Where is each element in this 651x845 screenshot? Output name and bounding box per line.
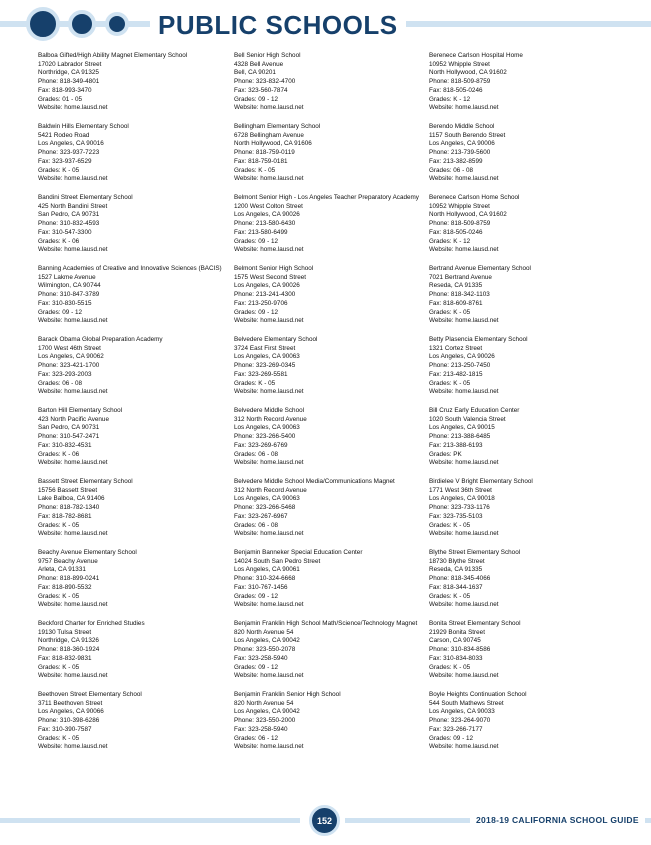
street-address: 423 North Pacific Avenue [38, 415, 109, 423]
street-address: 19130 Tulsa Street [38, 628, 92, 636]
school-name: Bonita Street Elementary School [429, 620, 521, 627]
school-entry [429, 478, 624, 549]
school-name: Berenece Carlson Hospital Home [429, 52, 523, 59]
website: Website: home.lausd.net [429, 459, 499, 467]
school-name: Bell Senior High School [234, 52, 301, 59]
phone-number: Phone: 323-266-5400 [234, 433, 296, 441]
school-name: Bandini Street Elementary School [38, 194, 133, 201]
website: Website: home.lausd.net [234, 743, 304, 751]
fax-number: Fax: 323-266-7177 [429, 725, 483, 733]
city-state-zip: Los Angeles, CA 90026 [234, 282, 300, 290]
grades: Grades: 09 - 12 [234, 663, 278, 671]
website: Website: home.lausd.net [234, 672, 304, 680]
phone-number: Phone: 323-550-2078 [234, 646, 296, 654]
phone-number: Phone: 213-739-5600 [429, 149, 491, 157]
city-state-zip: Carson, CA 90745 [429, 637, 481, 645]
grades: Grades: 01 - 05 [38, 95, 82, 103]
website: Website: home.lausd.net [38, 743, 108, 751]
school-column-3 [429, 52, 624, 762]
school-name: Bellingham Elementary School [234, 123, 321, 130]
street-address: 1020 South Valencia Street [429, 415, 506, 423]
school-name: Belvedere Middle School Media/Communications Magnet [234, 478, 395, 485]
school-name: Bill Cruz Early Education Center [429, 407, 520, 414]
website: Website: home.lausd.net [38, 104, 108, 112]
footer-rule [0, 818, 300, 823]
fax-number: Fax: 818-505-0246 [429, 86, 483, 94]
website: Website: home.lausd.net [429, 175, 499, 183]
school-entry [38, 123, 233, 194]
phone-number: Phone: 310-847-3789 [38, 291, 100, 299]
city-state-zip: Los Angeles, CA 90063 [234, 495, 300, 503]
city-state-zip: North Hollywood, CA 91602 [429, 211, 507, 219]
school-name: Benjamin Banneker Special Education Center [234, 549, 363, 556]
fax-number: Fax: 213-388-6193 [429, 441, 483, 449]
phone-number: Phone: 323-832-4700 [234, 78, 296, 86]
grades: Grades: K - 05 [38, 663, 80, 671]
school-entry [429, 194, 624, 265]
city-state-zip: North Hollywood, CA 91606 [234, 140, 312, 148]
website: Website: home.lausd.net [234, 388, 304, 396]
school-entry [38, 52, 233, 123]
fax-number: Fax: 818-505-0246 [429, 228, 483, 236]
website: Website: home.lausd.net [234, 104, 304, 112]
grades: Grades: K - 05 [38, 521, 80, 529]
website: Website: home.lausd.net [234, 175, 304, 183]
grades: Grades: K - 05 [234, 166, 276, 174]
school-name: Belmont Senior High School [234, 265, 314, 272]
phone-number: Phone: 818-509-8759 [429, 78, 491, 86]
school-entry [234, 52, 429, 123]
website: Website: home.lausd.net [429, 246, 499, 254]
grades: Grades: 09 - 12 [429, 734, 473, 742]
street-address: 9757 Beachy Avenue [38, 557, 98, 565]
phone-number: Phone: 323-264-9070 [429, 717, 491, 725]
school-column-1 [38, 52, 233, 762]
guide-title: 2018-19 CALIFORNIA SCHOOL GUIDE [470, 814, 645, 827]
school-column-2 [234, 52, 429, 762]
fax-number: Fax: 818-890-5532 [38, 583, 92, 591]
website: Website: home.lausd.net [234, 530, 304, 538]
page-number: 152 [309, 805, 340, 836]
decorative-dot [26, 7, 60, 41]
school-name: Belmont Senior High - Los Angeles Teacher Preparatory Academy [234, 194, 419, 201]
city-state-zip: Lake Balboa, CA 91406 [38, 495, 105, 503]
school-entry [429, 407, 624, 478]
website: Website: home.lausd.net [429, 388, 499, 396]
fax-number: Fax: 323-269-5581 [234, 370, 288, 378]
school-name: Benjamin Franklin High School Math/Science/Technology Magnet [234, 620, 418, 627]
phone-number: Phone: 323-937-7223 [38, 149, 100, 157]
phone-number: Phone: 323-421-1700 [38, 362, 100, 370]
grades: Grades: K - 05 [429, 663, 471, 671]
page-header [0, 0, 651, 50]
fax-number: Fax: 310-547-3300 [38, 228, 92, 236]
phone-number: Phone: 818-360-1924 [38, 646, 100, 654]
street-address: 17020 Labrador Street [38, 60, 102, 68]
school-entry [234, 194, 429, 265]
school-name: Beethoven Street Elementary School [38, 691, 142, 698]
city-state-zip: Northridge, CA 91325 [38, 69, 99, 77]
street-address: 4328 Bell Avenue [234, 60, 284, 68]
school-entry [38, 478, 233, 549]
school-entry [429, 691, 624, 762]
school-entry [234, 620, 429, 691]
fax-number: Fax: 818-759-0181 [234, 157, 288, 165]
school-entry [234, 478, 429, 549]
city-state-zip: San Pedro, CA 90731 [38, 211, 100, 219]
phone-number: Phone: 310-398-6286 [38, 717, 100, 725]
street-address: 1527 Lakme Avenue [38, 273, 96, 281]
phone-number: Phone: 213-241-4300 [234, 291, 296, 299]
school-entry [234, 123, 429, 194]
school-name: Blythe Street Elementary School [429, 549, 521, 556]
street-address: 10952 Whipple Street [429, 60, 490, 68]
phone-number: Phone: 310-834-8586 [429, 646, 491, 654]
city-state-zip: Los Angeles, CA 90042 [234, 708, 300, 716]
school-entry [38, 194, 233, 265]
website: Website: home.lausd.net [38, 530, 108, 538]
city-state-zip: Los Angeles, CA 90066 [38, 708, 104, 716]
phone-number: Phone: 818-349-4801 [38, 78, 100, 86]
website: Website: home.lausd.net [429, 317, 499, 325]
grades: Grades: 06 - 08 [38, 379, 82, 387]
website: Website: home.lausd.net [38, 175, 108, 183]
street-address: 1200 West Colton Street [234, 202, 303, 210]
school-entry [234, 265, 429, 336]
fax-number: Fax: 323-560-7874 [234, 86, 288, 94]
city-state-zip: Los Angeles, CA 90016 [38, 140, 104, 148]
city-state-zip: Bell, CA 90201 [234, 69, 276, 77]
fax-number: Fax: 323-269-6769 [234, 441, 288, 449]
fax-number: Fax: 310-767-1456 [234, 583, 288, 591]
website: Website: home.lausd.net [429, 672, 499, 680]
city-state-zip: Arleta, CA 91331 [38, 566, 86, 574]
phone-number: Phone: 213-388-6485 [429, 433, 491, 441]
website: Website: home.lausd.net [234, 601, 304, 609]
school-entry [429, 265, 624, 336]
grades: Grades: K - 05 [429, 308, 471, 316]
city-state-zip: Los Angeles, CA 90063 [234, 424, 300, 432]
street-address: 544 South Mathews Street [429, 699, 504, 707]
fax-number: Fax: 310-390-7587 [38, 725, 92, 733]
school-name: Birdielee V Bright Elementary School [429, 478, 533, 485]
grades: Grades: K - 12 [429, 95, 471, 103]
website: Website: home.lausd.net [38, 672, 108, 680]
city-state-zip: Wilmington, CA 90744 [38, 282, 101, 290]
city-state-zip: Los Angeles, CA 90033 [429, 708, 495, 716]
phone-number: Phone: 323-269-0345 [234, 362, 296, 370]
phone-number: Phone: 818-509-8759 [429, 220, 491, 228]
school-entry [234, 336, 429, 407]
school-name: Balboa Gifted/High Ability Magnet Elementary School [38, 52, 188, 59]
grades: Grades: 09 - 12 [234, 308, 278, 316]
fax-number: Fax: 323-735-5103 [429, 512, 483, 520]
fax-number: Fax: 818-609-8761 [429, 299, 483, 307]
school-entry [38, 407, 233, 478]
city-state-zip: San Pedro, CA 90731 [38, 424, 100, 432]
website: Website: home.lausd.net [234, 459, 304, 467]
page-footer [0, 800, 651, 840]
school-entry [429, 549, 624, 620]
fax-number: Fax: 818-782-8681 [38, 512, 92, 520]
phone-number: Phone: 818-759-0119 [234, 149, 295, 157]
grades: Grades: 09 - 12 [234, 237, 278, 245]
grades: Grades: K - 06 [38, 450, 80, 458]
grades: Grades: 06 - 08 [234, 450, 278, 458]
city-state-zip: Los Angeles, CA 90018 [429, 495, 495, 503]
street-address: 1700 West 46th Street [38, 344, 101, 352]
website: Website: home.lausd.net [429, 104, 499, 112]
page-title: PUBLIC SCHOOLS [158, 10, 398, 40]
city-state-zip: Los Angeles, CA 90015 [429, 424, 495, 432]
school-name: Benjamin Franklin Senior High School [234, 691, 341, 698]
school-name: Bassett Street Elementary School [38, 478, 133, 485]
school-entry [234, 549, 429, 620]
school-name: Bertrand Avenue Elementary School [429, 265, 531, 272]
website: Website: home.lausd.net [38, 459, 108, 467]
school-entry [38, 620, 233, 691]
phone-number: Phone: 323-266-5468 [234, 504, 296, 512]
school-name: Baldwin Hills Elementary School [38, 123, 129, 130]
grades: Grades: 06 - 08 [234, 521, 278, 529]
street-address: 6728 Bellingham Avenue [234, 131, 304, 139]
grades: Grades: 09 - 12 [38, 308, 82, 316]
decorative-dot [68, 10, 96, 38]
phone-number: Phone: 323-550-2000 [234, 717, 296, 725]
grades: Grades: 09 - 12 [234, 592, 278, 600]
fax-number: Fax: 213-250-9706 [234, 299, 288, 307]
street-address: 3724 East First Street [234, 344, 296, 352]
school-name: Belvedere Middle School [234, 407, 305, 414]
school-name: Betty Plasencia Elementary School [429, 336, 528, 343]
street-address: 1575 West Second Street [234, 273, 307, 281]
grades: Grades: 06 - 08 [429, 166, 473, 174]
fax-number: Fax: 323-293-2003 [38, 370, 92, 378]
fax-number: Fax: 323-267-6967 [234, 512, 288, 520]
website: Website: home.lausd.net [38, 246, 108, 254]
school-entry [38, 691, 233, 762]
grades: Grades: K - 05 [38, 734, 80, 742]
grades: Grades: K - 05 [38, 592, 80, 600]
city-state-zip: Los Angeles, CA 90026 [234, 211, 300, 219]
school-entry [429, 52, 624, 123]
fax-number: Fax: 323-937-6529 [38, 157, 92, 165]
website: Website: home.lausd.net [429, 530, 499, 538]
grades: Grades: 06 - 12 [234, 734, 278, 742]
phone-number: Phone: 310-832-4593 [38, 220, 100, 228]
school-name: Barack Obama Global Preparation Academy [38, 336, 163, 343]
city-state-zip: Los Angeles, CA 90006 [429, 140, 495, 148]
grades: Grades: K - 06 [38, 237, 80, 245]
city-state-zip: North Hollywood, CA 91602 [429, 69, 507, 77]
grades: Grades: K - 12 [429, 237, 471, 245]
school-name: Belvedere Elementary School [234, 336, 318, 343]
website: Website: home.lausd.net [429, 743, 499, 751]
street-address: 21929 Bonita Street [429, 628, 485, 636]
fax-number: Fax: 323-258-5940 [234, 654, 288, 662]
grades: Grades: PK [429, 450, 462, 458]
fax-number: Fax: 213-580-6499 [234, 228, 288, 236]
title-box [150, 9, 406, 41]
school-name: Boyle Heights Continuation School [429, 691, 527, 698]
city-state-zip: Los Angeles, CA 90062 [38, 353, 104, 361]
school-entry [429, 123, 624, 194]
city-state-zip: Northridge, CA 91326 [38, 637, 99, 645]
grades: Grades: K - 05 [38, 166, 80, 174]
school-entry [38, 549, 233, 620]
fax-number: Fax: 310-830-5515 [38, 299, 92, 307]
grades: Grades: K - 05 [429, 521, 471, 529]
school-name: Barton Hill Elementary School [38, 407, 123, 414]
school-entry [234, 407, 429, 478]
school-entry [429, 620, 624, 691]
phone-number: Phone: 213-250-7450 [429, 362, 491, 370]
street-address: 1771 West 36th Street [429, 486, 492, 494]
fax-number: Fax: 818-344-1637 [429, 583, 483, 591]
street-address: 5421 Rodeo Road [38, 131, 90, 139]
school-name: Berendo Middle School [429, 123, 495, 130]
school-name: Beachy Avenue Elementary School [38, 549, 137, 556]
school-name: Beckford Charter for Enriched Studies [38, 620, 145, 627]
phone-number: Phone: 213-580-6430 [234, 220, 296, 228]
fax-number: Fax: 818-832-9831 [38, 654, 92, 662]
street-address: 312 North Record Avenue [234, 415, 307, 423]
street-address: 425 North Bandini Street [38, 202, 108, 210]
street-address: 7021 Bertrand Avenue [429, 273, 492, 281]
street-address: 15756 Bassett Street [38, 486, 98, 494]
city-state-zip: Los Angeles, CA 90026 [429, 353, 495, 361]
fax-number: Fax: 310-832-4531 [38, 441, 92, 449]
website: Website: home.lausd.net [234, 246, 304, 254]
grades: Grades: K - 05 [429, 592, 471, 600]
school-entry [429, 336, 624, 407]
school-entry [234, 691, 429, 762]
phone-number: Phone: 323-733-1176 [429, 504, 490, 512]
city-state-zip: Reseda, CA 91335 [429, 566, 483, 574]
decorative-dot [105, 12, 129, 36]
street-address: 820 North Avenue 54 [234, 699, 294, 707]
street-address: 312 North Record Avenue [234, 486, 307, 494]
website: Website: home.lausd.net [234, 317, 304, 325]
fax-number: Fax: 213-482-1815 [429, 370, 483, 378]
fax-number: Fax: 310-834-8033 [429, 654, 483, 662]
city-state-zip: Los Angeles, CA 90063 [234, 353, 300, 361]
school-entry [38, 336, 233, 407]
phone-number: Phone: 818-345-4066 [429, 575, 491, 583]
street-address: 1321 Cortez Street [429, 344, 483, 352]
phone-number: Phone: 818-782-1340 [38, 504, 100, 512]
city-state-zip: Los Angeles, CA 90061 [234, 566, 300, 574]
website: Website: home.lausd.net [38, 317, 108, 325]
fax-number: Fax: 818-993-3470 [38, 86, 92, 94]
city-state-zip: Los Angeles, CA 90042 [234, 637, 300, 645]
fax-number: Fax: 323-258-5940 [234, 725, 288, 733]
grades: Grades: 09 - 12 [234, 95, 278, 103]
website: Website: home.lausd.net [38, 601, 108, 609]
grades: Grades: K - 05 [234, 379, 276, 387]
school-name: Banning Academies of Creative and Innovative Sciences (BACIS) [38, 265, 222, 272]
grades: Grades: K - 05 [429, 379, 471, 387]
school-name: Berenece Carlson Home School [429, 194, 520, 201]
street-address: 820 North Avenue 54 [234, 628, 294, 636]
city-state-zip: Reseda, CA 91335 [429, 282, 483, 290]
website: Website: home.lausd.net [38, 388, 108, 396]
street-address: 18730 Blythe Street [429, 557, 485, 565]
phone-number: Phone: 818-899-0241 [38, 575, 100, 583]
street-address: 3711 Beethoven Street [38, 699, 103, 707]
street-address: 10952 Whipple Street [429, 202, 490, 210]
street-address: 1157 South Berendo Street [429, 131, 506, 139]
phone-number: Phone: 818-342-1103 [429, 291, 490, 299]
website: Website: home.lausd.net [429, 601, 499, 609]
phone-number: Phone: 310-324-6668 [234, 575, 296, 583]
street-address: 14024 South San Pedro Street [234, 557, 321, 565]
fax-number: Fax: 213-382-8599 [429, 157, 483, 165]
school-entry [38, 265, 233, 336]
phone-number: Phone: 310-547-2471 [38, 433, 100, 441]
